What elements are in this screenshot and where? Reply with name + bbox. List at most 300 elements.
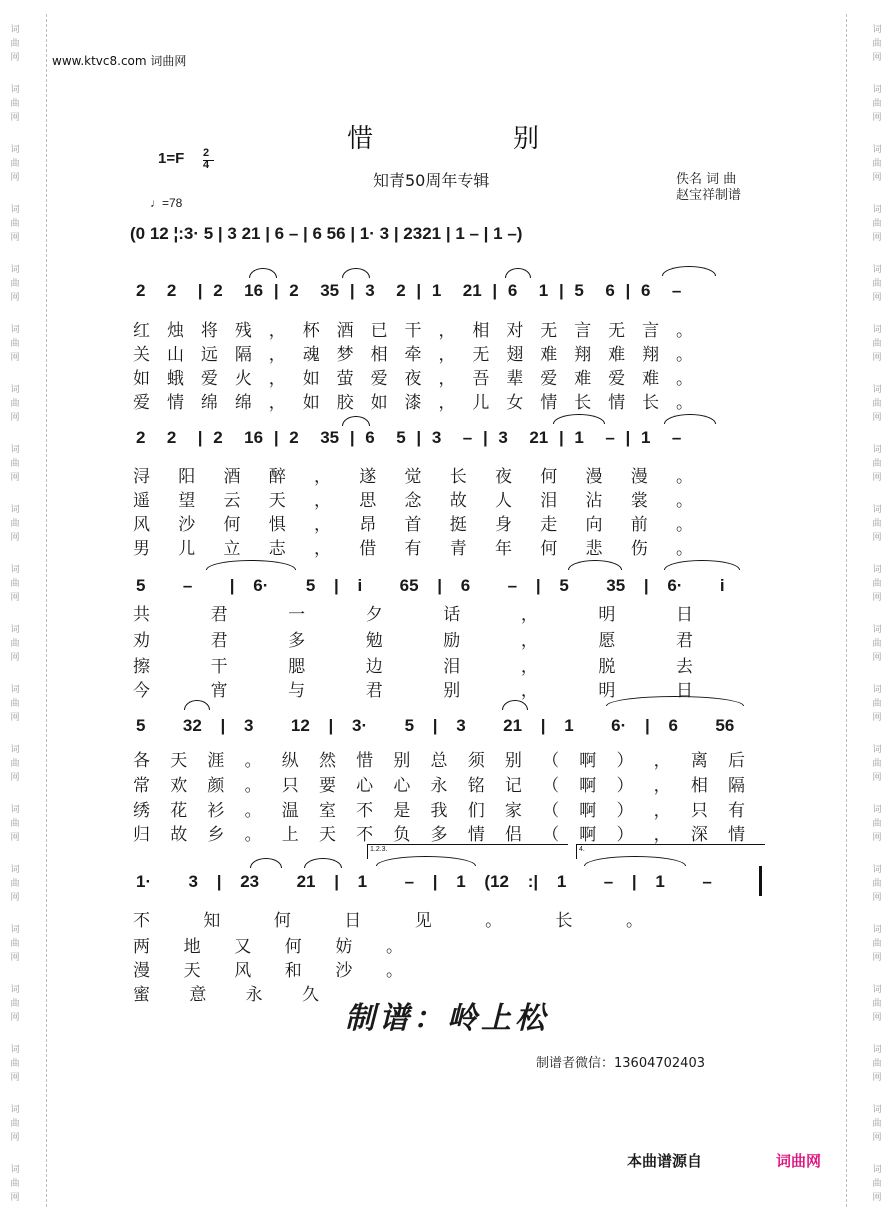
lyrics-3-verse-4	[133, 676, 693, 701]
lyric-char: 脱	[598, 657, 616, 677]
lyric-char: 常	[133, 776, 150, 796]
lyric-char: 昂	[359, 515, 377, 535]
lyric-char: 君	[210, 605, 228, 625]
lyric-char: 沾	[585, 491, 603, 511]
site-url: www.ktvc8.com 词曲网	[52, 54, 187, 68]
lyric-char: 绵	[234, 393, 252, 413]
lyric-char: 萤	[336, 369, 354, 389]
lyric-char: 夕	[365, 605, 383, 625]
lyric-char: 君	[365, 681, 383, 701]
lyric-char: 遂	[359, 467, 377, 487]
lyric-char: 。	[676, 467, 693, 487]
lyric-char: 爱	[370, 369, 388, 389]
watermark-glyph: 曲	[872, 999, 882, 1009]
lyric-char: 别	[443, 681, 461, 701]
watermark-glyph: 曲	[872, 519, 882, 529]
lyric-char: 思	[359, 491, 377, 511]
lyric-char: 关	[133, 345, 150, 365]
watermark-glyph: 曲	[872, 99, 882, 109]
lyric-char: ，	[653, 801, 671, 821]
lyric-char: 。	[244, 776, 262, 796]
lyric-char: 。	[676, 491, 693, 511]
lyric-char: 擦	[133, 657, 150, 677]
key-signature: 1=F	[158, 150, 185, 167]
lyric-char: 男	[133, 539, 150, 559]
lyric-char: ，	[268, 345, 286, 365]
lyric-char: 多	[430, 825, 448, 845]
watermark-glyph: 网	[872, 1013, 882, 1023]
transcriber-signature: 制谱：岭上松	[345, 1001, 549, 1036]
lyric-char: 涯	[207, 751, 225, 771]
lyric-char: 爱	[133, 393, 150, 413]
lyric-char: 愿	[598, 631, 616, 651]
lyric-char: 啊	[579, 801, 597, 821]
lyric-char: 杯	[302, 321, 320, 341]
watermark-glyph: 词	[10, 625, 20, 635]
lyrics-3-verse-2	[133, 626, 693, 651]
watermark-glyph: 曲	[10, 819, 20, 829]
lyric-char: ，	[653, 825, 671, 845]
time-signature-bottom: 4	[203, 159, 210, 171]
lyric-char: 风	[234, 961, 252, 981]
lyric-char: 啊	[579, 751, 597, 771]
lyrics-2-verse-1	[133, 462, 693, 487]
slur	[342, 416, 370, 426]
watermark-glyph: 曲	[10, 519, 20, 529]
lyric-char: 乡	[207, 825, 225, 845]
lyric-char: 。	[676, 321, 693, 341]
watermark-glyph: 曲	[10, 579, 20, 589]
watermark-glyph: 词	[10, 205, 20, 215]
lyric-char: 是	[393, 801, 411, 821]
lyric-char: 向	[585, 515, 603, 535]
watermark-glyph: 曲	[872, 939, 882, 949]
lyric-char: 漫	[585, 467, 603, 487]
lyrics-5-verse-3	[133, 956, 403, 981]
lyric-char: 翅	[506, 345, 524, 365]
watermark-glyph: 曲	[872, 279, 882, 289]
lyric-char: 别	[504, 751, 522, 771]
lyric-char: 望	[178, 491, 196, 511]
watermark-glyph: 网	[10, 1073, 20, 1083]
lyric-char: 无	[472, 345, 490, 365]
lyric-char: 励	[443, 631, 461, 651]
lyric-char: （	[542, 751, 560, 771]
lyric-char: ，	[653, 776, 671, 796]
lyric-char: 烛	[166, 321, 184, 341]
watermark-glyph: 网	[10, 773, 20, 783]
lyrics-1-verse-1	[133, 316, 693, 341]
lyric-char: 何	[273, 911, 291, 931]
lyric-char: 何	[540, 539, 558, 559]
song-title: 惜别	[347, 124, 680, 154]
lyric-char: ，	[314, 515, 331, 535]
lyrics-1-verse-2	[133, 340, 693, 365]
lyric-char: ，	[314, 539, 331, 559]
lyric-char: 爱	[608, 369, 626, 389]
lyric-char: 翔	[642, 345, 660, 365]
slur	[250, 858, 282, 868]
watermark-glyph: 曲	[10, 219, 20, 229]
lyrics-5-verse-2	[133, 932, 403, 957]
lyric-char: 温	[281, 801, 299, 821]
watermark-glyph: 词	[872, 685, 882, 695]
watermark-glyph: 网	[10, 713, 20, 723]
music-row-6: 1· 3 | 23 21 | 1 – | 1 (12 :| 1 – | 1 –	[136, 872, 712, 891]
lyric-char: 不	[356, 801, 374, 821]
lyric-char: 如	[133, 369, 150, 389]
lyric-char: 如	[302, 393, 320, 413]
lyric-char: 蛾	[166, 369, 184, 389]
watermark-glyph: 网	[872, 893, 882, 903]
watermark-glyph: 网	[872, 713, 882, 723]
lyric-char: 绵	[200, 393, 218, 413]
lyric-char: 腮	[288, 657, 306, 677]
lyric-char: 共	[133, 605, 150, 625]
lyric-char: 挺	[449, 515, 467, 535]
lyric-char: 离	[690, 751, 708, 771]
lyric-char: 前	[630, 515, 648, 535]
slur	[502, 700, 528, 710]
lyric-char: ，	[314, 491, 331, 511]
lyric-char: 多	[288, 631, 306, 651]
lyric-char: 长	[555, 911, 573, 931]
lyric-char: 铭	[467, 776, 485, 796]
lyric-char: 隔	[728, 776, 745, 796]
watermark-glyph: 词	[872, 745, 882, 755]
transcriber-wechat: 制谱者微信：13604702403	[536, 1056, 705, 1071]
watermark-glyph: 曲	[10, 1059, 20, 1069]
watermark-glyph: 网	[872, 1193, 882, 1203]
lyric-char: 将	[200, 321, 218, 341]
lyric-char: 有	[728, 801, 745, 821]
lyric-char: 浔	[133, 467, 150, 487]
lyric-char: 念	[404, 491, 422, 511]
lyric-char: 长	[574, 393, 592, 413]
lyric-char: 爱	[200, 369, 218, 389]
lyric-char: 故	[449, 491, 467, 511]
watermark-glyph: 词	[10, 925, 20, 935]
lyric-char: 知	[203, 911, 221, 931]
lyric-char: 要	[318, 776, 336, 796]
music-row-2: 2 2 | 2 16 | 2 35 | 3 2 | 1 21 | 6 1 | 5 6 | 6 –	[136, 281, 682, 300]
lyric-char: 啊	[579, 776, 597, 796]
lyric-char: 伤	[630, 539, 648, 559]
watermark-glyph: 词	[872, 505, 882, 515]
lyrics-2-verse-3	[133, 510, 693, 535]
lyric-char: 漫	[133, 961, 150, 981]
lyric-char: ）	[616, 776, 634, 796]
lyric-char: 边	[365, 657, 383, 677]
watermark-glyph: 网	[10, 473, 20, 483]
lyrics-1-verse-3	[133, 364, 693, 389]
lyric-char: ，	[520, 605, 538, 625]
watermark-glyph: 网	[872, 533, 882, 543]
footer-brand: 词曲网	[776, 1152, 822, 1170]
watermark-glyph: 词	[872, 205, 882, 215]
lyric-char: 天	[183, 961, 201, 981]
slur	[568, 560, 622, 570]
lyric-char: 志	[268, 539, 286, 559]
watermark-glyph: 网	[10, 893, 20, 903]
lyric-char: 记	[504, 776, 522, 796]
lyric-char: 情	[467, 825, 485, 845]
watermark-glyph: 词	[872, 325, 882, 335]
watermark-glyph: 曲	[10, 459, 20, 469]
lyric-char: 酒	[223, 467, 241, 487]
lyric-char: 心	[356, 776, 374, 796]
watermark-glyph: 词	[10, 985, 20, 995]
lyric-char: 妨	[335, 937, 353, 957]
lyric-char: 。	[485, 911, 503, 931]
lyrics-4-verse-3	[133, 796, 745, 821]
watermark-glyph: 网	[10, 233, 20, 243]
lyric-char: ）	[616, 825, 634, 845]
watermark-glyph: 词	[10, 565, 20, 575]
watermark-glyph: 词	[10, 265, 20, 275]
lyric-char: 梦	[336, 345, 354, 365]
lyric-char: 夜	[404, 369, 422, 389]
lyric-char: （	[542, 801, 560, 821]
lyric-char: 室	[318, 801, 336, 821]
lyric-char: 家	[504, 801, 522, 821]
lyric-char: 借	[359, 539, 377, 559]
lyric-char: 长	[642, 393, 660, 413]
lyrics-1-verse-4	[133, 388, 693, 413]
lyric-char: 难	[574, 369, 592, 389]
lyric-char: 欢	[170, 776, 188, 796]
watermark-glyph: 词	[872, 385, 882, 395]
lyric-char: 走	[540, 515, 558, 535]
watermark-glyph: 曲	[10, 159, 20, 169]
lyric-char: 相	[472, 321, 490, 341]
lyrics-4-verse-4	[133, 820, 745, 845]
watermark-glyph: 词	[10, 145, 20, 155]
lyric-char: 情	[728, 825, 745, 845]
lyric-char: 见	[414, 911, 432, 931]
watermark-glyph: 词	[872, 925, 882, 935]
watermark-glyph: 网	[10, 653, 20, 663]
watermark-glyph: 词	[872, 445, 882, 455]
slur	[664, 414, 716, 424]
watermark-glyph: 曲	[872, 159, 882, 169]
lyric-char: 。	[244, 825, 262, 845]
watermark-glyph: 曲	[872, 639, 882, 649]
watermark-glyph: 网	[872, 953, 882, 963]
lyric-char: 明	[598, 681, 616, 701]
watermark-glyph: 词	[872, 625, 882, 635]
lyric-char: 日	[675, 605, 693, 625]
lyric-char: 话	[443, 605, 461, 625]
watermark-glyph: 词	[10, 505, 20, 515]
watermark-glyph: 曲	[10, 1119, 20, 1129]
lyric-char: 日	[675, 681, 693, 701]
lyric-char: 有	[404, 539, 422, 559]
watermark-glyph: 曲	[10, 759, 20, 769]
lyric-char: 两	[133, 937, 150, 957]
slur	[664, 560, 740, 570]
lyric-char: 情	[166, 393, 184, 413]
lyric-char: 纵	[281, 751, 299, 771]
watermark-glyph: 网	[872, 593, 882, 603]
lyric-char: 吾	[472, 369, 490, 389]
watermark-glyph: 词	[872, 985, 882, 995]
lyric-char: ，	[438, 393, 456, 413]
watermark-glyph: 曲	[10, 39, 20, 49]
lyric-char: 花	[170, 801, 188, 821]
watermark-glyph: 网	[10, 953, 20, 963]
lyric-char: 如	[302, 369, 320, 389]
lyric-char: 漫	[630, 467, 648, 487]
watermark-glyph: 词	[872, 1165, 882, 1175]
watermark-glyph: 网	[10, 173, 20, 183]
lyric-char: 云	[223, 491, 241, 511]
lyric-char: 立	[223, 539, 241, 559]
lyric-char: 负	[393, 825, 411, 845]
lyric-char: 只	[281, 776, 299, 796]
watermark-glyph: 词	[10, 1105, 20, 1115]
lyric-char: 心	[393, 776, 411, 796]
watermark-glyph: 曲	[872, 579, 882, 589]
lyric-char: 我	[430, 801, 448, 821]
watermark-glyph: 网	[10, 1193, 20, 1203]
lyric-char: 不	[133, 911, 150, 931]
watermark-glyph: 网	[872, 353, 882, 363]
lyrics-3-verse-3	[133, 652, 693, 677]
lyric-char: 残	[234, 321, 252, 341]
slur	[304, 858, 342, 868]
lyric-char: 言	[574, 321, 592, 341]
watermark-glyph: 网	[872, 473, 882, 483]
watermark-glyph: 网	[872, 653, 882, 663]
watermark-glyph: 曲	[872, 879, 882, 889]
lyric-char: 难	[642, 369, 660, 389]
lyric-char: 。	[676, 369, 693, 389]
watermark-glyph: 曲	[872, 459, 882, 469]
lyric-char: 绣	[133, 801, 150, 821]
watermark-glyph: 曲	[10, 399, 20, 409]
watermark-glyph: 词	[872, 85, 882, 95]
slur	[505, 268, 531, 278]
music-row-5: 5 32 | 3 12 | 3· 5 | 3 21 | 1 6· | 6 56	[136, 716, 735, 735]
credit-transcriber: 赵宝祥制谱	[676, 188, 742, 203]
lyric-char: 又	[234, 937, 252, 957]
slur	[662, 266, 716, 276]
lyric-char: 和	[284, 961, 302, 981]
lyric-char: 君	[675, 631, 693, 651]
time-signature	[203, 147, 209, 171]
lyric-char: 胶	[336, 393, 354, 413]
watermark-glyph: 曲	[872, 1059, 882, 1069]
watermark-glyph: 词	[10, 1165, 20, 1175]
watermark-glyph: 网	[872, 413, 882, 423]
watermark-glyph: 词	[10, 325, 20, 335]
watermark-glyph: 词	[10, 445, 20, 455]
lyric-char: （	[542, 776, 560, 796]
lyric-char: 天	[170, 751, 188, 771]
lyric-char: 颜	[207, 776, 225, 796]
lyric-char: 上	[281, 825, 299, 845]
lyric-char: 魂	[302, 345, 320, 365]
lyric-char: 干	[404, 321, 422, 341]
lyrics-5-verse-4	[133, 980, 319, 1005]
lyric-char: 惜	[356, 751, 374, 771]
watermark-glyph: 曲	[10, 339, 20, 349]
watermark-glyph: 曲	[872, 39, 882, 49]
subtitle: 知青50周年专辑	[373, 171, 490, 190]
volta-second-ending: 4.	[576, 844, 765, 859]
lyric-char: 情	[608, 393, 626, 413]
lyric-char: 故	[170, 825, 188, 845]
lyric-char: 意	[189, 985, 207, 1005]
watermark-glyph: 词	[10, 745, 20, 755]
watermark-glyph: 词	[10, 865, 20, 875]
lyric-char: 火	[234, 369, 252, 389]
music-row-intro: (0 12 ¦:3· 5 | 3 21 | 6 – | 6 56 | 1· 3 | 2321 | 1 – | 1 –)	[130, 224, 523, 243]
lyric-char: 永	[245, 985, 263, 1005]
lyric-char: 青	[449, 539, 467, 559]
lyric-char: 各	[133, 751, 150, 771]
lyric-char: ，	[438, 369, 456, 389]
watermark-glyph: 网	[872, 173, 882, 183]
slur	[553, 414, 605, 424]
lyric-char: 劝	[133, 631, 150, 651]
lyric-char: ，	[438, 321, 456, 341]
lyric-char: 首	[404, 515, 422, 535]
lyric-char: 。	[676, 345, 693, 365]
watermark-glyph: 网	[10, 113, 20, 123]
watermark-glyph: 词	[872, 865, 882, 875]
watermark-glyph: 曲	[872, 1179, 882, 1189]
lyric-char: 。	[676, 515, 693, 535]
lyric-char: 。	[625, 911, 643, 931]
watermark-glyph: 词	[872, 565, 882, 575]
watermark-glyph: 网	[10, 293, 20, 303]
watermark-glyph: 曲	[872, 1119, 882, 1129]
lyric-char: 裳	[630, 491, 648, 511]
watermark-glyph: 曲	[10, 699, 20, 709]
lyric-char: ）	[616, 751, 634, 771]
lyric-char: 惧	[268, 515, 286, 535]
watermark-glyph: 词	[872, 265, 882, 275]
watermark-glyph: 曲	[872, 699, 882, 709]
lyric-char: 今	[133, 681, 150, 701]
watermark-glyph: 曲	[872, 399, 882, 409]
watermark-glyph: 网	[872, 773, 882, 783]
volta-first-ending: 1.2.3.	[367, 844, 568, 859]
lyric-char: 日	[344, 911, 362, 931]
lyric-char: 爱	[540, 369, 558, 389]
credit-lyrics-music: 佚名 词 曲	[676, 172, 737, 187]
lyric-char: ，	[314, 467, 331, 487]
lyric-char: 隔	[234, 345, 252, 365]
watermark-glyph: 曲	[10, 99, 20, 109]
watermark-glyph: 曲	[872, 339, 882, 349]
lyric-char: 与	[288, 681, 306, 701]
watermark-glyph: 曲	[10, 279, 20, 289]
lyric-char: 。	[244, 801, 262, 821]
lyrics-4-verse-2	[133, 771, 745, 796]
watermark-glyph: 词	[10, 25, 20, 35]
watermark-glyph: 曲	[10, 879, 20, 889]
lyric-char: 地	[183, 937, 201, 957]
lyric-char: 。	[676, 539, 693, 559]
lyric-char: 久	[301, 985, 319, 1005]
watermark-glyph: 词	[872, 25, 882, 35]
watermark-glyph: 网	[872, 113, 882, 123]
lyric-char: 漆	[404, 393, 422, 413]
watermark-glyph: 网	[10, 53, 20, 63]
